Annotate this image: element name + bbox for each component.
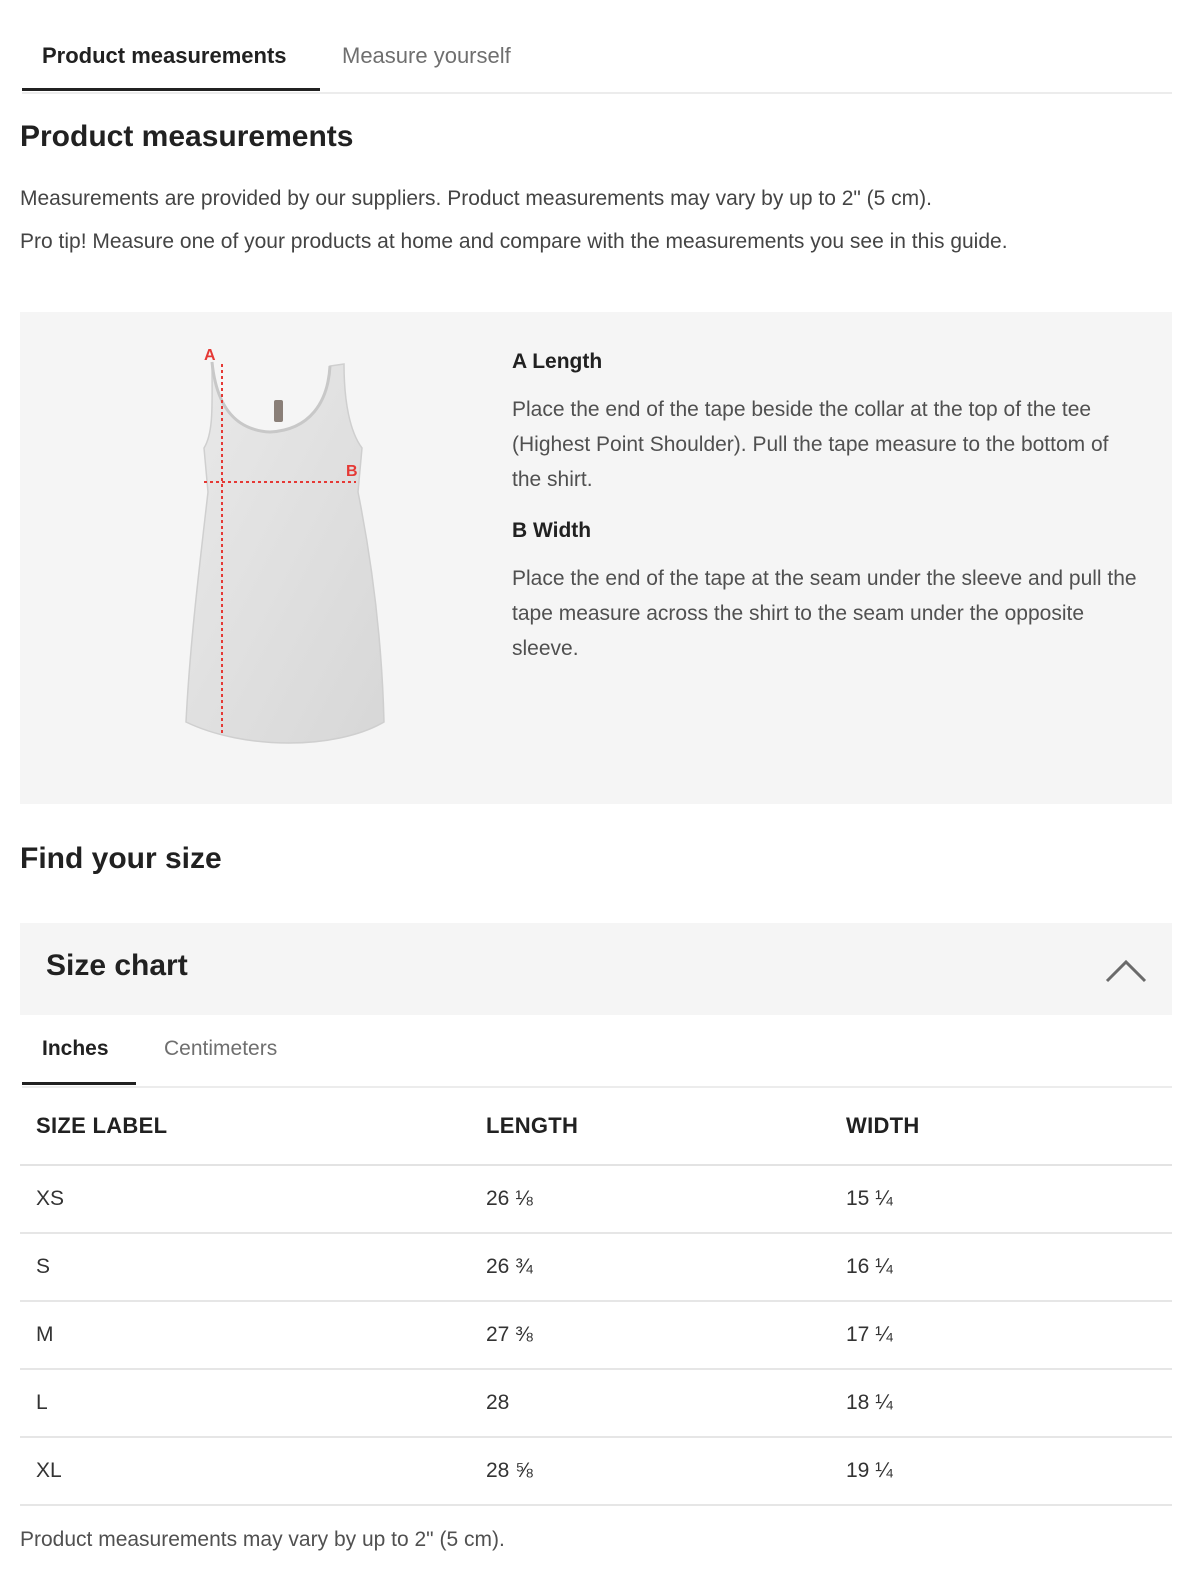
length-instructions: Place the end of the tape beside the collar at the top of the tee (Highest Point Shoulder). Pull the tape measure to the bottom of the shirt. [512, 398, 1109, 491]
active-unit-indicator [22, 1082, 136, 1085]
length-cell: 26 ⅛ [470, 1165, 830, 1233]
length-cell: 28 ⅝ [470, 1437, 830, 1505]
size-label-cell: L [20, 1369, 470, 1437]
width-cell: 18 ¼ [830, 1369, 1172, 1437]
marker-a-label: A [204, 347, 216, 364]
size-chart-footnote: Product measurements may vary by up to 2" (5 cm). [20, 1528, 505, 1551]
size-label-cell: S [20, 1233, 470, 1301]
table-row [20, 1165, 1172, 1233]
measurement-guide-panel [20, 312, 1172, 804]
length-cell: 27 ⅜ [470, 1301, 830, 1369]
length-cell: 28 [470, 1369, 830, 1437]
width-heading: B Width [512, 519, 592, 542]
column-header-length: LENGTH [470, 1088, 830, 1165]
tank-top-diagram [160, 342, 410, 762]
size-label-cell: XS [20, 1165, 470, 1233]
chevron-up-icon[interactable] [1104, 949, 1148, 989]
intro-text: Measurements are provided by our suppliers. Product measurements may vary by up to 2" (5 cm). [20, 187, 933, 210]
size-label-cell: M [20, 1301, 470, 1369]
marker-b-label: B [346, 463, 358, 480]
unit-tabs [22, 1018, 1172, 1088]
size-chart-title: Size chart [46, 949, 188, 982]
width-instructions: Place the end of the tape at the seam under the sleeve and pull the tape measure across the shirt to the seam under the opposite sleeve. [512, 567, 1137, 660]
length-heading: A Length [512, 350, 603, 373]
tab-measure-yourself[interactable]: Measure yourself [342, 43, 511, 68]
table-row [20, 1233, 1172, 1301]
neck-label [274, 400, 283, 422]
length-cell: 26 ¾ [470, 1233, 830, 1301]
size-label-cell: XL [20, 1437, 470, 1505]
section-title: Product measurements [20, 120, 354, 153]
column-header-size-label: SIZE LABEL [20, 1088, 470, 1165]
measurement-instructions [512, 350, 1140, 688]
find-size-title: Find your size [20, 842, 222, 875]
measurement-tabs [22, 30, 1172, 94]
tab-product-measurements[interactable]: Product measurements [42, 43, 287, 68]
table-row [20, 1437, 1172, 1505]
column-header-width: WIDTH [830, 1088, 1172, 1165]
tab-inches[interactable]: Inches [42, 1037, 109, 1060]
tank-top-shape [186, 362, 384, 743]
width-cell: 15 ¼ [830, 1165, 1172, 1233]
table-row [20, 1301, 1172, 1369]
size-chart-toggle[interactable] [20, 923, 1172, 1015]
active-tab-indicator [22, 88, 320, 91]
tab-centimeters[interactable]: Centimeters [164, 1037, 278, 1060]
width-cell: 16 ¼ [830, 1233, 1172, 1301]
table-row [20, 1369, 1172, 1437]
table-header-row [20, 1088, 1172, 1165]
size-table [20, 1088, 1172, 1506]
width-cell: 19 ¼ [830, 1437, 1172, 1505]
width-cell: 17 ¼ [830, 1301, 1172, 1369]
pro-tip-text: Pro tip! Measure one of your products at home and compare with the measurements you see in this guide. [20, 230, 1008, 253]
